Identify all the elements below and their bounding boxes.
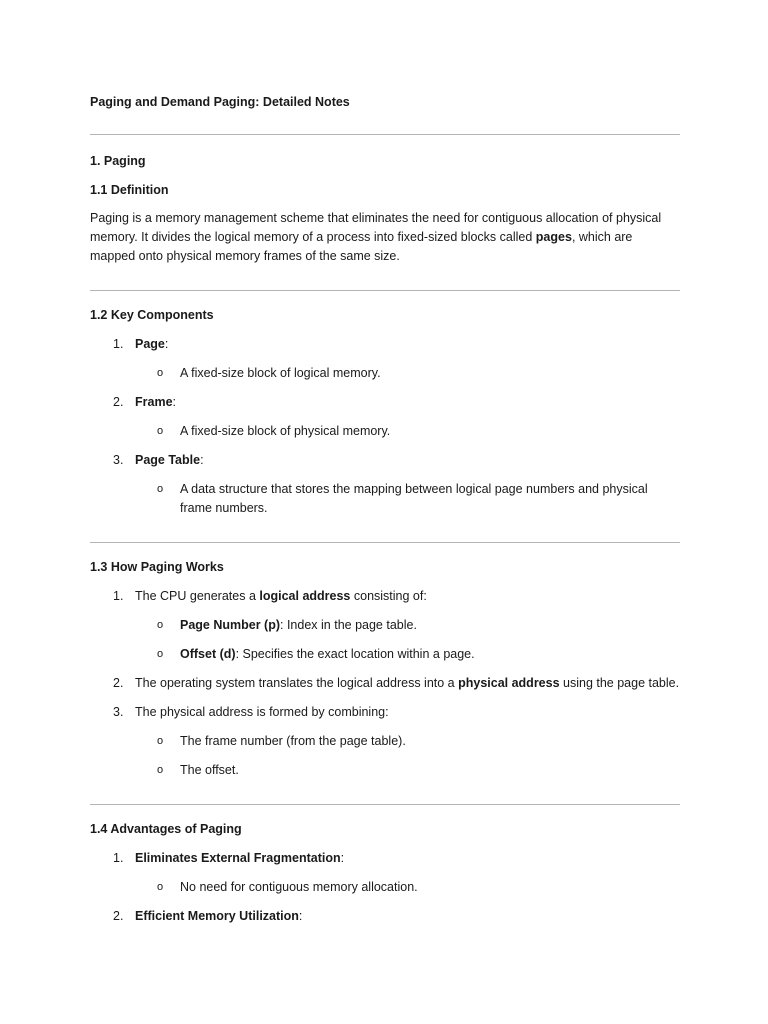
list-number: 3.: [113, 705, 124, 719]
list-item: [90, 907, 680, 926]
subsection-heading-key-components: 1.2 Key Components: [90, 308, 214, 322]
bullet-icon: o: [157, 425, 164, 437]
subsection-heading-definition: 1.1 Definition: [90, 183, 169, 197]
item-colon: :: [164, 337, 169, 351]
definition-text-end: , which are mapped onto physical memory frames of the same size.: [90, 230, 633, 263]
item-text: The physical address is formed by combining:: [135, 705, 389, 719]
item-text-end: using the page table.: [559, 676, 680, 690]
item-text-end: consisting of:: [350, 589, 427, 603]
list-number: 2.: [113, 909, 124, 923]
divider: [90, 134, 680, 135]
item-term: Efficient Memory Utilization: [135, 909, 299, 923]
list-number: 1.: [113, 589, 124, 603]
sub-item-text: : Specifies the exact location within a page.: [235, 647, 475, 661]
sub-list-item: [90, 422, 680, 441]
section-heading-paging: 1. Paging: [90, 154, 146, 168]
list-number: 1.: [113, 851, 124, 865]
definition-text-start: Paging is a memory management scheme that eliminates the need for contiguous allocation of physical memory. It divides the logical memory of a process into fixed-sized blocks called: [90, 211, 662, 244]
sub-list-item: [90, 480, 680, 518]
list-item: [90, 849, 680, 868]
item-text-bold: logical address: [259, 589, 351, 603]
sub-list-item: [90, 364, 680, 383]
sub-item-text: A fixed-size block of physical memory.: [180, 424, 391, 438]
divider: [90, 542, 680, 543]
definition-paragraph: [90, 209, 680, 266]
item-text-bold: physical address: [458, 676, 560, 690]
list-item: [90, 587, 680, 606]
list-number: 2.: [113, 676, 124, 690]
sub-item-text: : Index in the page table.: [280, 618, 417, 632]
document-title: Paging and Demand Paging: Detailed Notes: [90, 95, 350, 109]
subsection-heading-how-paging-works: 1.3 How Paging Works: [90, 560, 224, 574]
list-item: [90, 335, 680, 354]
bullet-icon: o: [157, 619, 164, 631]
list-number: 1.: [113, 337, 124, 351]
sub-list-item: [90, 761, 680, 780]
item-colon: :: [200, 453, 204, 467]
definition-text-bold: pages: [535, 230, 572, 244]
item-term: Page Table: [135, 453, 201, 467]
divider: [90, 290, 680, 291]
sub-item-term: Page Number (p): [180, 618, 281, 632]
list-item: [90, 703, 680, 722]
item-term: Eliminates External Fragmentation: [135, 851, 341, 865]
item-term: Page: [135, 337, 165, 351]
sub-item-text: A fixed-size block of logical memory.: [180, 366, 381, 380]
item-text-start: The CPU generates a: [135, 589, 260, 603]
sub-list-item: [90, 732, 680, 751]
bullet-icon: o: [157, 367, 164, 379]
item-colon: :: [340, 851, 345, 865]
item-colon: :: [298, 909, 303, 923]
list-item: [90, 393, 680, 412]
key-components-list: [90, 335, 680, 518]
bullet-icon: o: [157, 735, 164, 747]
list-number: 3.: [113, 453, 124, 467]
divider: [90, 804, 680, 805]
item-colon: :: [172, 395, 177, 409]
bullet-icon: o: [157, 648, 164, 660]
document-body: [90, 93, 680, 926]
advantages-list: [90, 849, 680, 926]
list-item: [90, 451, 680, 470]
sub-item-text: The frame number (from the page table).: [180, 734, 406, 748]
sub-item-text: No need for contiguous memory allocation.: [180, 880, 418, 894]
sub-list-item: [90, 645, 680, 664]
sub-list-item: [90, 878, 680, 897]
list-number: 2.: [113, 395, 124, 409]
sub-item-term: Offset (d): [180, 647, 236, 661]
list-item: [90, 674, 680, 693]
bullet-icon: o: [157, 483, 164, 495]
subsection-heading-advantages: 1.4 Advantages of Paging: [90, 822, 242, 836]
bullet-icon: o: [157, 764, 164, 776]
sub-item-text: A data structure that stores the mapping between logical page numbers and physical frame numbers.: [180, 482, 648, 515]
sub-list-item: [90, 616, 680, 635]
sub-item-text: The offset.: [180, 763, 239, 777]
bullet-icon: o: [157, 881, 164, 893]
item-text-start: The operating system translates the logical address into a: [135, 676, 459, 690]
item-term: Frame: [135, 395, 173, 409]
how-paging-works-list: [90, 587, 680, 780]
